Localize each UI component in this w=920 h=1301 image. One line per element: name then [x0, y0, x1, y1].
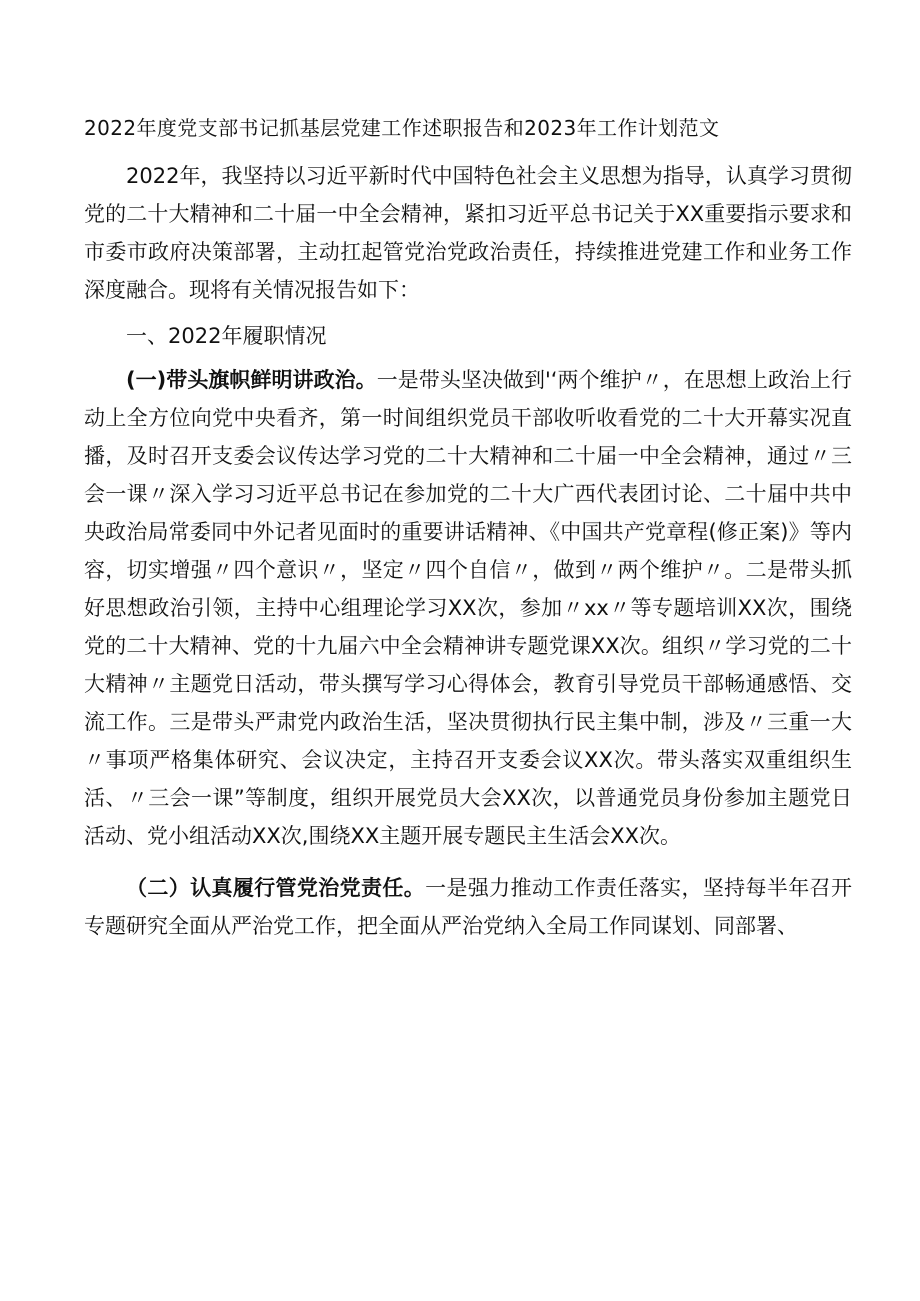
- point-1-text: 一是带头坚决做到'‘两个维护〃，在思想上政治上行动上全方位向党中央看齐，第一时间组织党员干部收听收看党的二十大开幕实况直播，及时召开支委会议传达学习党的二十大精神和二十届一中全会精神，通过〃三会一课〃深入学习习近平总书记在参加党的二十大广西代表团讨论、二十届中共中央政治局常委同中外记者见面时的重要讲话精神、《中国共产党章程(修正案)》等内容，切实增强〃四个意识〃，坚定〃四个自信〃，做到〃两个维护〃。二是带头抓好思想政治引领，主持中心组理论学习XX次，参加〃xx〃等专题培训XX次，围绕党的二十大精神、党的十九届六中全会精神讲专题党课XX次。组织〃学习党的二十大精神〃主题党日活动，带头撰写学习心得体会，教育引导党员干部畅通感悟、交流工作。三是带头严肃党内政治生活，坚决贯彻执行民主集中制，涉及〃三重一大〃事项严格集体研究、会议决定，主持召开支委会议XX次。带头落实双重组织生活、〃三会一课”等制度，组织开展党员大会XX次，以普通党员身份参加主题党日活动、党小组活动XX次,围绕XX主题开展专题民主生活会XX次。: [84, 368, 852, 848]
- document-title: 2022年度党支部书记抓基层党建工作述职报告和2023年工作计划范文: [84, 116, 720, 140]
- document-page: [84, 113, 852, 945]
- point-1-paragraph: [84, 361, 852, 855]
- point-2-text: 一是强力推动工作责任落实，坚持每半年召开专题研究全面从严治党工作，把全面从严治党纳入全局工作同谋划、同部署、: [84, 876, 853, 938]
- point-2-paragraph: [84, 869, 852, 945]
- point-1-lead: (一)带头旗帜鲜明讲政治。: [126, 368, 377, 392]
- section-heading: 一、2022年履职情况: [126, 324, 327, 348]
- intro-paragraph: 2022年，我坚持以习近平新时代中国特色社会主义思想为指导，认真学习贯彻党的二十大精神和二十届一中全会精神，紧扣习近平总书记关于XX重要指示要求和市委市政府决策部署，主动扛起管党治党政治责任，持续推进党建工作和业务工作深度融合。现将有关情况报告如下：: [84, 164, 852, 302]
- point-2-lead: （二）认真履行管党治党责任。: [126, 876, 426, 900]
